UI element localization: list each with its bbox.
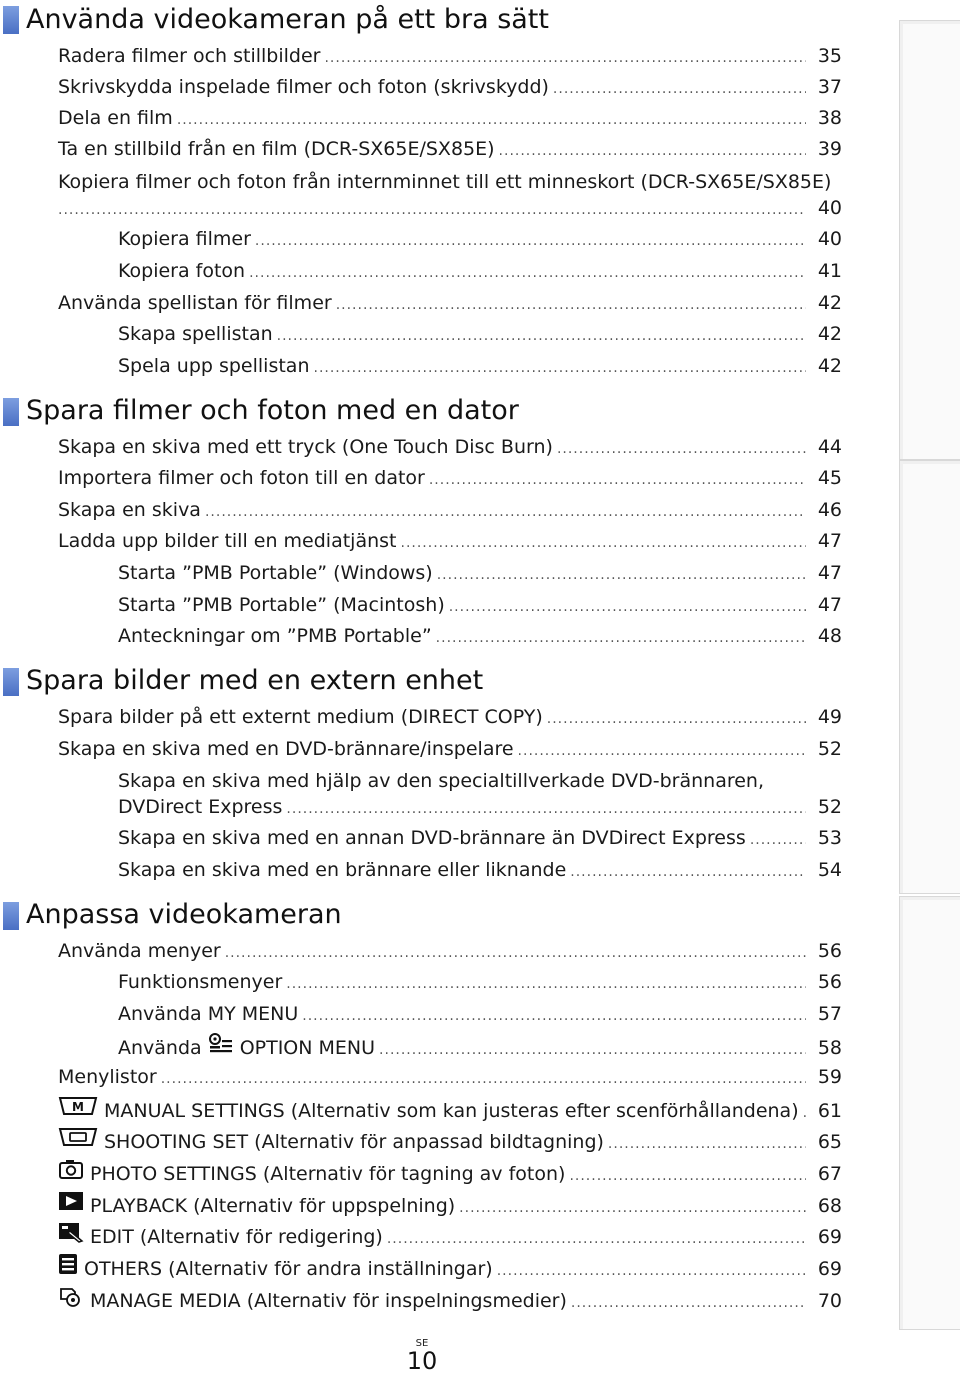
chapter-tab[interactable] — [899, 460, 960, 894]
toc-entry-label: Ta en stillbild från en film (DCR-SX65E/SX85E) — [58, 138, 495, 160]
leader-dots — [608, 1130, 806, 1158]
leader-dots — [387, 1225, 806, 1253]
leader-dots — [336, 291, 806, 319]
toc-entry[interactable] — [118, 352, 842, 380]
toc-page-number: 59 — [817, 1066, 842, 1088]
toc-entry[interactable] — [58, 703, 842, 731]
toc-page-number: 54 — [817, 859, 842, 881]
toc-entry[interactable] — [118, 622, 842, 650]
toc-page-number: 46 — [817, 499, 842, 521]
toc-entry-label: MANAGE MEDIA (Alternativ för inspelningsmedier) — [90, 1290, 567, 1312]
leader-dots — [249, 259, 806, 287]
toc-entry[interactable] — [58, 937, 842, 965]
toc-entry-label: Skapa en skiva med en annan DVD-brännare än DVDirect Express — [118, 827, 746, 849]
toc-entry-label: Starta ”PMB Portable” (Windows) — [118, 562, 433, 584]
toc-entry-label: Spara bilder på ett externt medium (DIRECT COPY) — [58, 706, 543, 728]
toc-page-number: 67 — [817, 1163, 842, 1185]
toc-page-number: 47 — [817, 594, 842, 616]
toc-page-number: 68 — [817, 1195, 842, 1217]
toc-entry-label: PHOTO SETTINGS (Alternativ för tagning av foton) — [90, 1163, 566, 1185]
toc-entry[interactable] — [118, 968, 842, 996]
chapter-tab[interactable] — [899, 20, 960, 460]
leader-dots — [314, 354, 807, 382]
leader-dots — [255, 227, 806, 255]
leader-dots — [557, 435, 806, 463]
toc-entry[interactable] — [58, 1190, 842, 1218]
leader-dots — [205, 498, 806, 526]
leader-dots — [286, 970, 806, 998]
toc-entry-label: Använda spellistan för filmer — [58, 292, 332, 314]
toc-entry-label: Använda MY MENU — [118, 1003, 299, 1025]
toc-entry-label: DVDirect Express — [118, 796, 283, 818]
toc-entry[interactable] — [118, 1000, 842, 1028]
leader-dots — [570, 858, 806, 886]
leader-dots — [436, 624, 806, 652]
toc-entry-label: OPTION MENU — [239, 1037, 376, 1059]
leader-dots — [324, 44, 806, 72]
page-number: 10 — [406, 1347, 438, 1375]
toc-page-number: 57 — [817, 1003, 842, 1025]
toc-entry-label: Skapa en skiva — [58, 499, 201, 521]
leader-dots — [379, 1036, 806, 1064]
manual-settings-icon — [58, 1095, 98, 1117]
toc-entry-label-prefix: Använda — [118, 1037, 202, 1059]
leader-dots — [571, 1289, 806, 1317]
toc-page-number: 70 — [817, 1290, 842, 1312]
leader-dots — [547, 705, 806, 733]
leader-dots — [286, 795, 806, 823]
toc-page-number: 48 — [817, 625, 842, 647]
toc-entry-label[interactable]: Skapa en skiva med hjälp av den specialtillverkade DVD-brännaren, — [118, 770, 765, 792]
toc-entry[interactable] — [58, 1063, 842, 1091]
toc-entry-label: Starta ”PMB Portable” (Macintosh) — [118, 594, 445, 616]
section-title: Spara filmer och foton med en dator — [26, 395, 519, 426]
leader-dots — [429, 466, 806, 494]
toc-entry-label: Skapa en skiva med en DVD-brännare/inspelare — [58, 738, 514, 760]
leader-dots — [161, 1065, 806, 1093]
leader-dots — [569, 1162, 806, 1190]
edit-icon — [58, 1221, 84, 1243]
toc-page-number: 39 — [817, 138, 842, 160]
toc-entry[interactable] — [58, 104, 842, 132]
toc-page-number: 58 — [817, 1037, 842, 1059]
toc-entry-label: OTHERS (Alternativ för andra inställningar) — [84, 1258, 493, 1280]
toc-page-number: 69 — [817, 1258, 842, 1280]
toc-entry[interactable] — [58, 433, 842, 461]
toc-entry[interactable] — [118, 824, 842, 852]
toc-page-number: 42 — [817, 292, 842, 314]
toc-entry-label: Anteckningar om ”PMB Portable” — [118, 625, 432, 647]
toc-entry-label: Funktionsmenyer — [118, 971, 283, 993]
toc-entry-label: Dela en film — [58, 107, 173, 129]
toc-entry[interactable] — [58, 464, 842, 492]
toc-page-number: 40 — [817, 197, 842, 219]
toc-entry-label: Radera filmer och stillbilder — [58, 45, 321, 67]
toc-page-number: 40 — [817, 228, 842, 250]
toc-page-number: 37 — [817, 76, 842, 98]
chapter-tab[interactable] — [899, 896, 960, 1330]
toc-page-number: 69 — [817, 1226, 842, 1248]
leader-dots — [518, 737, 806, 765]
photo-settings-icon — [58, 1158, 84, 1180]
toc-page-number: 42 — [817, 355, 842, 377]
toc-entry-label: MANUAL SETTINGS (Alternativ som kan justeras efter scenförhållandena) — [104, 1100, 799, 1122]
toc-entry[interactable] — [58, 496, 842, 524]
toc-entry[interactable] — [58, 1158, 842, 1186]
toc-entry-label: Använda menyer — [58, 940, 221, 962]
toc-entry[interactable] — [118, 320, 842, 348]
toc-entry-label: Kopiera filmer — [118, 228, 251, 250]
toc-entry[interactable] — [118, 225, 842, 253]
toc-page-number: 44 — [817, 436, 842, 458]
toc-entry[interactable] — [58, 1285, 842, 1313]
toc-entry[interactable] — [118, 856, 842, 884]
toc-page-number: 38 — [817, 107, 842, 129]
leader-dots — [553, 75, 806, 103]
toc-page-number: 61 — [817, 1100, 842, 1122]
section-marker — [3, 6, 19, 34]
toc-entry[interactable] — [58, 194, 842, 222]
svg-text:M: M — [72, 1100, 84, 1114]
toc-entry-label: Skapa spellistan — [118, 323, 273, 345]
leader-dots — [497, 1257, 806, 1285]
toc-page-number: 41 — [817, 260, 842, 282]
leader-dots — [459, 1194, 806, 1222]
section-title: Använda videokameran på ett bra sätt — [26, 4, 549, 35]
toc-entry-label: EDIT (Alternativ för redigering) — [90, 1226, 383, 1248]
toc-entry-label: Skrivskydda inspelade filmer och foton (skrivskydd) — [58, 76, 549, 98]
toc-page-number: 53 — [817, 827, 842, 849]
chapter-tab-strip — [896, 0, 960, 1330]
section-marker — [3, 668, 19, 696]
toc-entry-label: Skapa en skiva med ett tryck (One Touch Disc Burn) — [58, 436, 553, 458]
toc-entry[interactable] — [58, 527, 842, 555]
leader-dots — [449, 593, 806, 621]
toc-entry[interactable] — [58, 1253, 842, 1281]
toc-entry[interactable] — [118, 257, 842, 285]
toc-entry[interactable] — [58, 135, 842, 163]
toc-page-number: 47 — [817, 530, 842, 552]
shooting-set-icon — [58, 1126, 98, 1148]
language-code: SE — [415, 1338, 429, 1349]
toc-entry-label: Ladda upp bilder till en mediatjänst — [58, 530, 397, 552]
playback-icon — [58, 1190, 84, 1212]
toc-entry[interactable] — [58, 42, 842, 70]
leader-dots — [401, 529, 807, 557]
toc-entry[interactable] — [118, 793, 842, 821]
toc-entry-label: Menylistor — [58, 1066, 157, 1088]
toc-entry-label: Spela upp spellistan — [118, 355, 310, 377]
toc-entry[interactable] — [58, 73, 842, 101]
toc-entry[interactable] — [58, 1126, 842, 1154]
toc-page-number: 56 — [817, 940, 842, 962]
toc-page-number: 47 — [817, 562, 842, 584]
toc-entry-label: Importera filmer och foton till en dator — [58, 467, 425, 489]
toc-page-number: 35 — [817, 45, 842, 67]
toc-entry[interactable] — [118, 1032, 842, 1060]
leader-dots — [302, 1002, 806, 1030]
leader-dots — [803, 1099, 806, 1127]
option-menu-icon — [208, 1032, 234, 1054]
toc-page-number: 49 — [817, 706, 842, 728]
section-title: Anpassa videokameran — [26, 899, 342, 930]
leader-dots — [499, 137, 806, 165]
leader-dots — [277, 322, 806, 350]
toc-entry[interactable] — [58, 1221, 842, 1249]
section-marker — [3, 398, 19, 426]
toc-page-number: 45 — [817, 467, 842, 489]
toc-entry[interactable] — [118, 559, 842, 587]
manage-media-icon — [58, 1285, 84, 1307]
others-icon — [58, 1253, 78, 1275]
leader-dots — [225, 939, 806, 967]
toc-entry[interactable] — [58, 1095, 842, 1123]
toc-entry-label: SHOOTING SET (Alternativ för anpassad bildtagning) — [104, 1131, 604, 1153]
toc-page-number: 52 — [817, 738, 842, 760]
leader-dots — [177, 106, 806, 134]
toc-entry[interactable] — [58, 289, 842, 317]
leader-dots — [437, 561, 806, 589]
section-title: Spara bilder med en extern enhet — [26, 665, 484, 696]
toc-entry-label: Skapa en skiva med en brännare eller liknande — [118, 859, 567, 881]
toc-page-number: 52 — [817, 796, 842, 818]
toc-entry-label: Kopiera foton — [118, 260, 246, 282]
toc-entry[interactable] — [58, 735, 842, 763]
section-marker — [3, 902, 19, 930]
toc-page-number: 56 — [817, 971, 842, 993]
leader-dots — [58, 196, 806, 224]
toc-page-number: 42 — [817, 323, 842, 345]
toc-entry-label: PLAYBACK (Alternativ för uppspelning) — [90, 1195, 456, 1217]
toc-page-number: 65 — [817, 1131, 842, 1153]
leader-dots — [750, 826, 806, 854]
toc-entry-label[interactable]: Kopiera filmer och foton från internminnet till ett minneskort (DCR-SX65E/SX85E) — [58, 171, 832, 193]
toc-entry[interactable] — [118, 591, 842, 619]
